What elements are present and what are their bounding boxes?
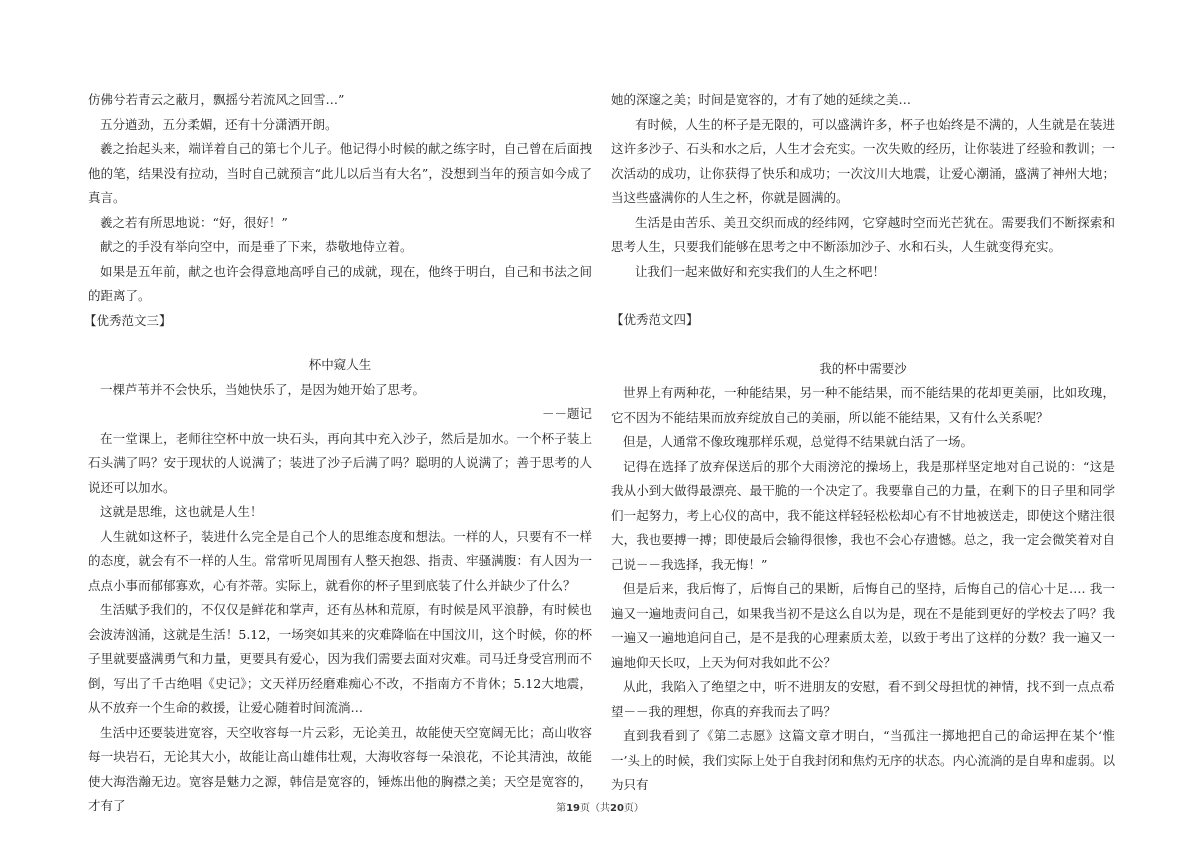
paragraph: 仿佛兮若青云之蔽月，飘摇兮若流风之回雪…” <box>88 92 345 107</box>
epigraph-source: －－题记 <box>541 406 592 421</box>
section-heading-3: 【优秀范文三】 <box>84 312 172 328</box>
paragraph: 献之的手没有举向空中，而是垂了下来，恭敬地侍立着。 <box>100 239 413 254</box>
paragraph: 记得在选择了放弃保送后的那个大雨滂沱的操场上，我是那样坚定地对自己说的：“这是我从小到大做得最漂亮、最干脆的一个决定了。我要靠自己的力量，在剩下的日子里和同学们一起努力，考上心仪的高中，我不能这样轻轻松松却心有不甘地被送走，即使这个赌注很大，我也要搏一搏；即使最后会输得很惨，我也不会心存遗憾。总之，我一定会微笑着对自己说－－我选择，我无悔！” <box>611 458 1115 572</box>
paragraph: 五分遒劲，五分柔媚，还有十分潇洒开朗。 <box>100 116 338 132</box>
page-footer <box>0 799 1200 814</box>
paragraph: 从此，我陷入了绝望之中，听不进朋友的安慰，看不到父母担忧的神情，找不到一点点希望－－我的理想，你真的弃我而去了吗？ <box>611 679 1115 719</box>
page-number: 19 <box>566 803 580 814</box>
paragraph: 直到我看到了《第二志愿》这篇文章才明白，“当孤注一掷地把自己的命运押在某个‘惟一’头上的时候，我们实际上处于自我封闭和焦灼无序的状态。内心流淌的是自卑和虚弱。以为只有 <box>611 728 1115 792</box>
paragraph: 在一堂课上，老师往空杯中放一块石头，再向其中充入沙子，然后是加水。一个杯子装上石头满了吗？安于现状的人说满了；装进了沙子后满了吗？聪明的人说满了；善于思考的人说还可以加水。 <box>88 430 592 495</box>
paragraph: 生活是由苦乐、美丑交织而成的经纬网，它穿越时空而光芒犹在。需要我们不断探索和思考人生，只要我们能够在思考之中不断添加沙子、水和石头，人生就变得充实。 <box>611 214 1115 254</box>
paragraph: 这就是思维，这也就是人生！ <box>100 504 263 519</box>
footer-prefix: 第 <box>556 803 567 814</box>
section-heading-4: 【优秀范文四】 <box>611 312 699 327</box>
paragraph: 有时候，人生的杯子是无限的，可以盛满许多，杯子也始终是不满的，人生就是在装进这许多沙子、石头和水之后，人生才会充实。一次失败的经历，让你装进了经验和教训；一次活动的成功，让你获得了快乐和成功；一次汶川大地震，让爱心潮涌，盛满了神州大地；当这些盛满你的人生之杯，你就是圆满的。 <box>611 116 1115 205</box>
paragraph: 羲之抬起头来，端详着自己的第七个儿子。他记得小时候的献之练字时，自己曾在后面拽他的笔，结果没有拉动，当时自己就预言“此儿以后当有大名”，没想到当年的预言如今成了真言。 <box>88 141 592 205</box>
paragraph: 生活赋予我们的，不仅仅是鲜花和掌声，还有丛林和荒原，有时候是风平浪静，有时候也会波涛汹涌，这就是生活！5.12，一场突如其来的灾难降临在中国汶川，这个时候，你的杯子里就要盛满勇气和力量，更要具有爱心，因为我们需要去面对灾难。司马迁身受宫刑而不倒，写出了千古绝唱《史记》；文天祥历经磨难痴心不改，不指南方不肯休；5.12大地震，从不放弃一个生命的救援，让爱心随着时间流淌… <box>88 602 592 715</box>
total-pages: 20 <box>610 803 624 814</box>
left-column <box>84 88 592 819</box>
paragraph: 世界上有两种花，一种能结果，另一种不能结果，而不能结果的花却更美丽，比如玫瑰，它不因为不能结果而放弃绽放自己的美丽，所以能不能结果，又有什么关系呢？ <box>611 385 1115 425</box>
right-column <box>611 88 1115 798</box>
footer-middle: 页（共 <box>580 803 610 814</box>
paragraph: 她的深邃之美；时间是宽容的，才有了她的延续之美… <box>611 92 912 107</box>
essay-title-4: 我的杯中需要沙 <box>819 360 907 376</box>
essay-title-3: 杯中窥人生 <box>308 357 372 372</box>
paragraph: 让我们一起来做好和充实我们的人生之杯吧！ <box>635 263 886 279</box>
paragraph: 但是后来，我后悔了，后悔自己的果断，后悔自己的坚持，后悔自己的信心十足…. 我一遍又一遍地责问自己，如果我当初不是这么自以为是，现在不是能到更好的学校去了吗？我一遍又一遍地追问自己，是不是我的心理素质太差，以致于考出了这样的分数？我一遍又一遍地仰天长叹，上天为何对我如此不公？ <box>611 581 1115 670</box>
footer-suffix: 页） <box>623 803 644 814</box>
paragraph: 羲之若有所思地说：“好，很好！” <box>100 214 288 230</box>
epigraph: 一棵芦苇并不会快乐，当她快乐了，是因为她开始了思考。 <box>100 381 426 397</box>
paragraph: 但是，人通常不像玫瑰那样乐观，总觉得不结果就白活了一场。 <box>623 434 974 449</box>
paragraph: 人生就如这杯子，装进什么完全是自己个人的思维态度和想法。一样的人，只要有不一样的态度，就会有不一样的人生。常常听见周围有人整天抱怨、指责、牢骚满腹：有人因为一点点小事而郁郁寡欢，心有芥蒂。实际上，就看你的杯子里到底装了什么并缺少了什么？ <box>88 528 592 593</box>
paragraph: 生活中还要装进宽容，天空收容每一片云彩，无论美丑，故能使天空宽阔无比；高山收容每一块岩石，无论其大小，故能让高山雄伟壮观，大海收容每一朵浪花，不论其清浊，故能使大海浩瀚无边。宽容是魅力之源，韩信是宽容的，锤炼出他的胸襟之美；天空是宽容的，才有了 <box>88 724 592 813</box>
paragraph: 如果是五年前，献之也许会得意地高呼自己的成就，现在，他终于明白，自己和书法之间的距离了。 <box>88 263 592 303</box>
